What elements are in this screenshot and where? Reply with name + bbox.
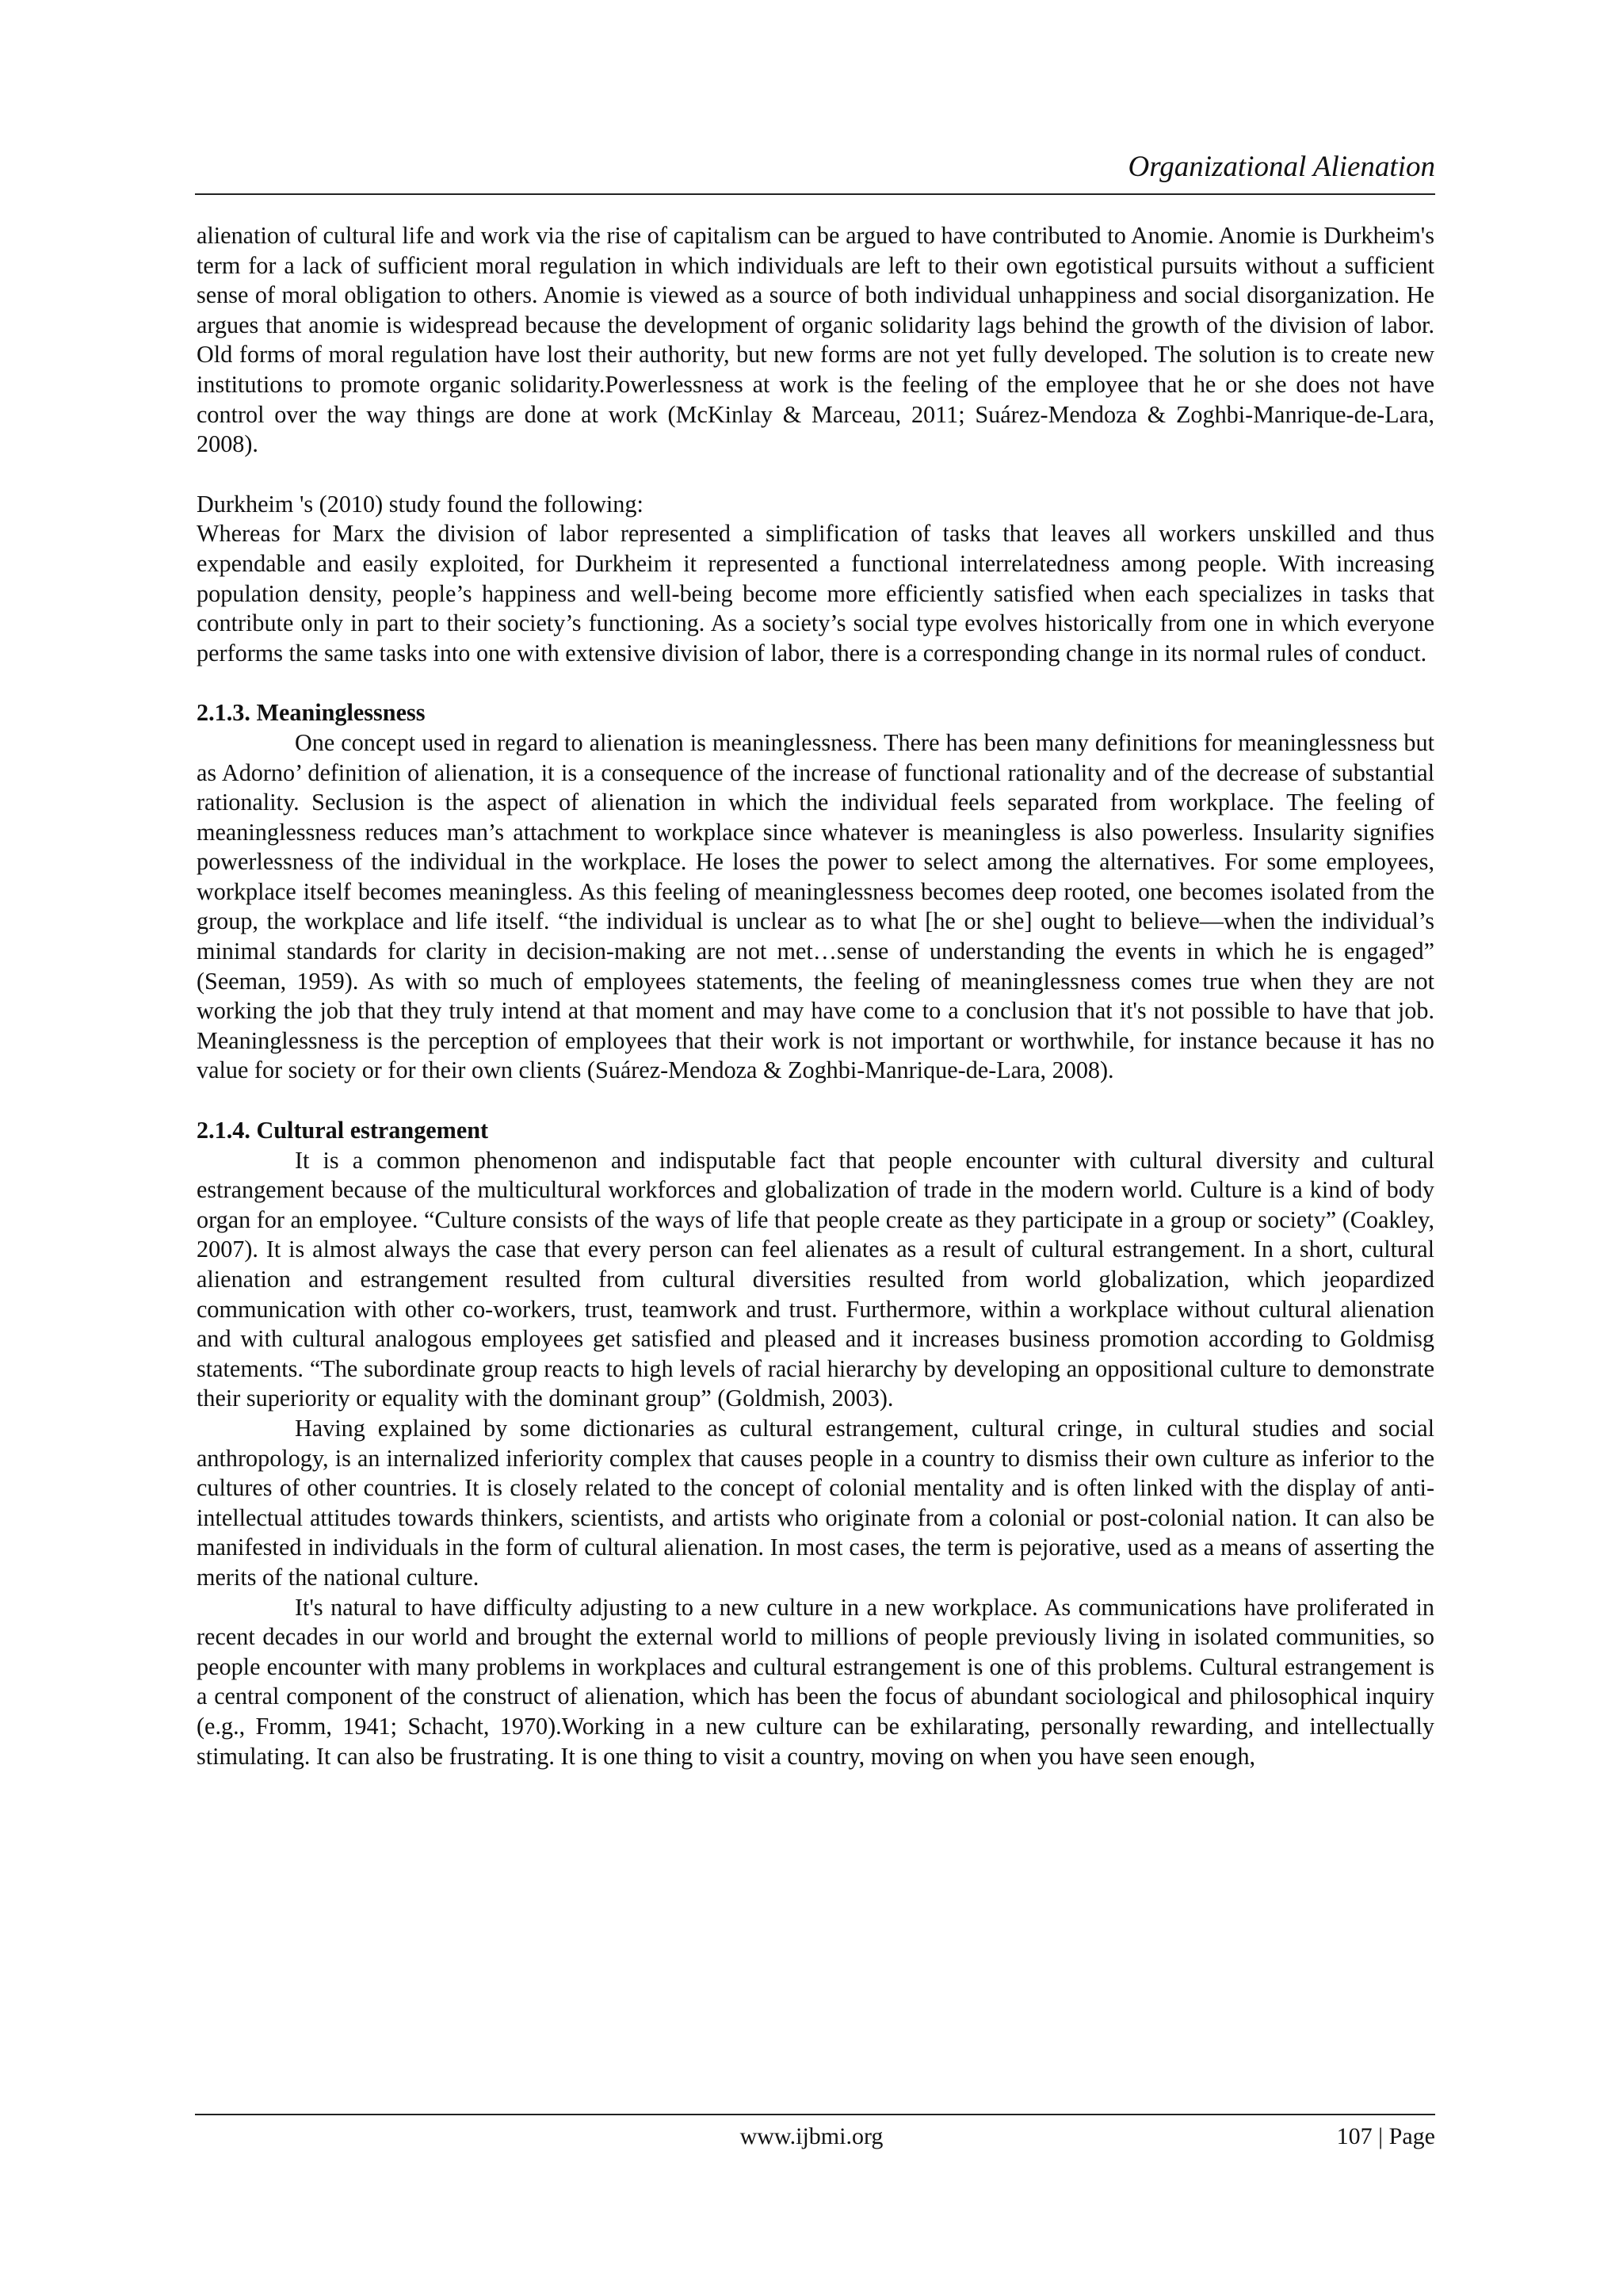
paragraph-new-culture: It's natural to have difficulty adjusting to a new culture in a new workplace. As communications have proliferated in recent decades in our world and brought the external world to millions of people previously living in isolated communities, so people encounter with many problems in workplaces and cultural estrangement is one of this problems. Cultural estrangement is a central component of the construct of alienation, which has been the focus of abundant sociological and philosophical inquiry (e.g., Fromm, 1941; Schacht, 1970).Working in a new culture can be exhilarating, personally rewarding, and intellectually stimulating. It can also be frustrating. It is one thing to visit a country, moving on when you have seen enough, [197,1593,1434,1770]
paragraph-cultural-diversity: It is a common phenomenon and indisputable fact that people encounter with cultural diversity and cultural estrangement because of the multicultural workforces and globalization of trade in the modern world. Culture is a kind of body organ for an employee. “Culture consists of the ways of life that people create as they participate in a group or society” (Coakley, 2007). It is almost always the case that every person can feel alienates as a result of cultural estrangement. In a short, cultural alienation and estrangement resulted from cultural diversities resulted from world globalization, which jeopardized communication with other co-workers, trust, teamwork and trust. Furthermore, within a workplace without cultural alienation and with cultural analogous employees get satisfied and pleased and it increases business promotion according to Goldmisg statements. “The subordinate group reacts to high levels of racial hierarchy by developing an oppositional culture to demonstrate their superiority or equality with the dominant group” (Goldmish, 2003). [197,1146,1434,1412]
section-heading-meaninglessness: 2.1.3. Meaninglessness [197,699,426,727]
paragraph-gap [197,1086,1434,1116]
paragraph-gap [197,668,1434,698]
paragraph-anomie: alienation of cultural life and work via the rise of capitalism can be argued to have contributed to Anomie. Anomie is Durkheim's term for a lack of sufficient moral regulation in which individuals are left to their own egotistical pursuits without a sufficient sense of moral obligation to others. Anomie is viewed as a source of both individual unhappiness and social disorganization. He argues that anomie is widespread because the development of organic solidarity lags behind the growth of the division of labor. Old forms of moral regulation have lost their authority, but new forms are not yet fully developed. The solution is to create new institutions to promote organic solidarity.Powerlessness at work is the feeling of the employee that he or she does not have control over the way things are done at work (McKinlay & Marceau, 2011; Suárez-Mendoza & Zoghbi-Manrique-de-Lara, 2008). [197,222,1434,458]
journal-url: www.ijbmi.org [739,2123,884,2149]
paragraph-cultural-cringe: Having explained by some dictionaries as cultural estrangement, cultural cringe, in cultural studies and social anthropology, is an internalized inferiority complex that causes people in a country to dismiss their own culture as inferior to the cultures of other countries. It is closely related to the concept of colonial mentality and is often linked with the display of anti-intellectual attitudes towards thinkers, scientists, and artists who originate from a colonial or post-colonial nation. It can also be manifested in individuals in the form of cultural alienation. In most cases, the term is pejorative, used as a means of asserting the merits of the national culture. [197,1414,1434,1591]
page-number: 107 | Page [1336,2123,1435,2149]
paragraph-durkheim-intro: Durkheim 's (2010) study found the following: [197,490,643,518]
footer-divider [195,2114,1435,2115]
paragraph-meaninglessness: One concept used in regard to alienation is meaninglessness. There has been many definitions for meaninglessness but as Adorno’ definition of alienation, it is a consequence of the increase of functional rationality and of the decrease of substantial rationality. Seclusion is the aspect of alienation in which the individual feels separated from workplace. The feeling of meaninglessness reduces man’s attachment to workplace since whatever is meaningless is also powerless. Insularity signifies powerlessness of the individual in the workplace. He loses the power to select among the alternatives. For some employees, workplace itself becomes meaningless. As this feeling of meaninglessness becomes deep rooted, one becomes isolated from the group, the workplace and life itself. “the individual is unclear as to what [he or she] ought to believe—when the individual’s minimal standards for clarity in decision-making are not met…sense of understanding the events in which he is engaged” (Seeman, 1959). As with so much of employees statements, the feeling of meaninglessness comes true when they are not working the job that they truly intend at that moment and may have come to a conclusion that it's not possible to have that job. Meaninglessness is the perception of employees that their work is not important or worthwhile, for instance because it has no value for society or for their own clients (Suárez-Mendoza & Zoghbi-Manrique-de-Lara, 2008). [197,728,1434,1084]
running-title: Organizational Alienation [1128,151,1435,183]
header-divider [195,193,1435,195]
paragraph-gap [197,460,1434,490]
article-body [197,221,1434,1771]
section-heading-cultural-estrangement: 2.1.4. Cultural estrangement [197,1117,489,1144]
paragraph-division-of-labor: Whereas for Marx the division of labor represented a simplification of tasks that leaves all workers unskilled and thus expendable and easily exploited, for Durkheim it represented a functional interrelatedness among people. With increasing population density, people’s happiness and well-being become more efficiently satisfied when each specializes in tasks that contribute only in part to their society’s functioning. As a society’s social type evolves historically from one in which everyone performs the same tasks into one with extensive division of labor, there is a corresponding change in its normal rules of conduct. [197,520,1434,667]
